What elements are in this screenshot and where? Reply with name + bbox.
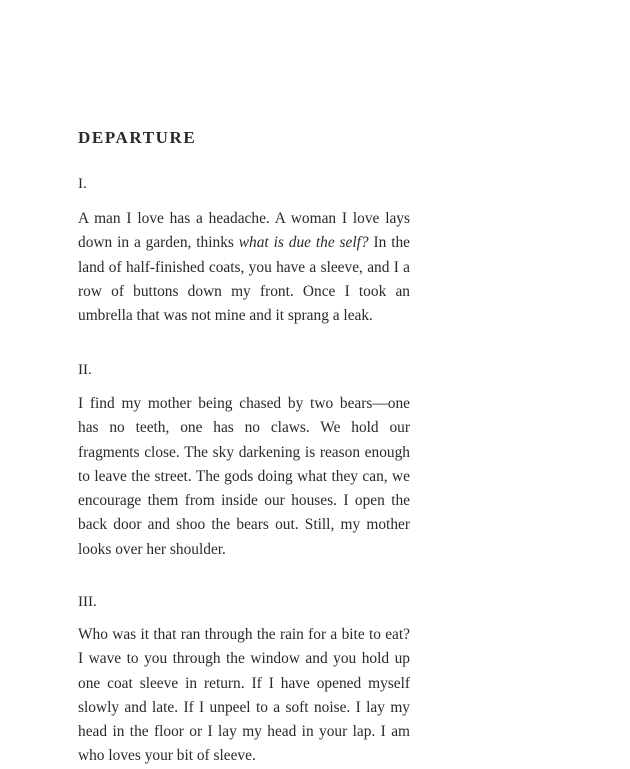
section-paragraph-2: I find my mother being chased by two bears—one has no teeth, one has no claws. We hold our fragments close. The sky darkening is reason enough to leave the street. The gods doing what they can, we encourage them from inside our houses. I open the back door and shoo the bears out. Still, my mother looks over her shoulder.: [78, 395, 410, 558]
poem-title: DEPARTURE: [78, 128, 197, 147]
section-heading-3: III.: [78, 594, 97, 610]
paragraph-1-text-start: A man I love has a headache. A woman I love lays down in a garden, thinks: [78, 210, 410, 252]
paragraph-1-text-end: In the land of half-finished coats, you have a sleeve, and I a row of buttons down my front. Once I took an umbrella that was not mine and it sprang a leak.: [78, 234, 410, 325]
section-paragraph-3: Who was it that ran through the rain for a bite to eat? I wave to you through the window and you hold up one coat sleeve in return. If I have opened myself slowly and late. If I unpeel to a soft noise. I lay my head in the floor or I lay my head in your lap. I am who loves your bit of sleeve.: [78, 626, 410, 765]
section-heading-2: II.: [78, 362, 92, 378]
section-paragraph-1: [78, 207, 410, 328]
section-heading-1: I.: [78, 176, 87, 192]
paragraph-1-italic-phrase: what is due the self?: [238, 234, 369, 252]
